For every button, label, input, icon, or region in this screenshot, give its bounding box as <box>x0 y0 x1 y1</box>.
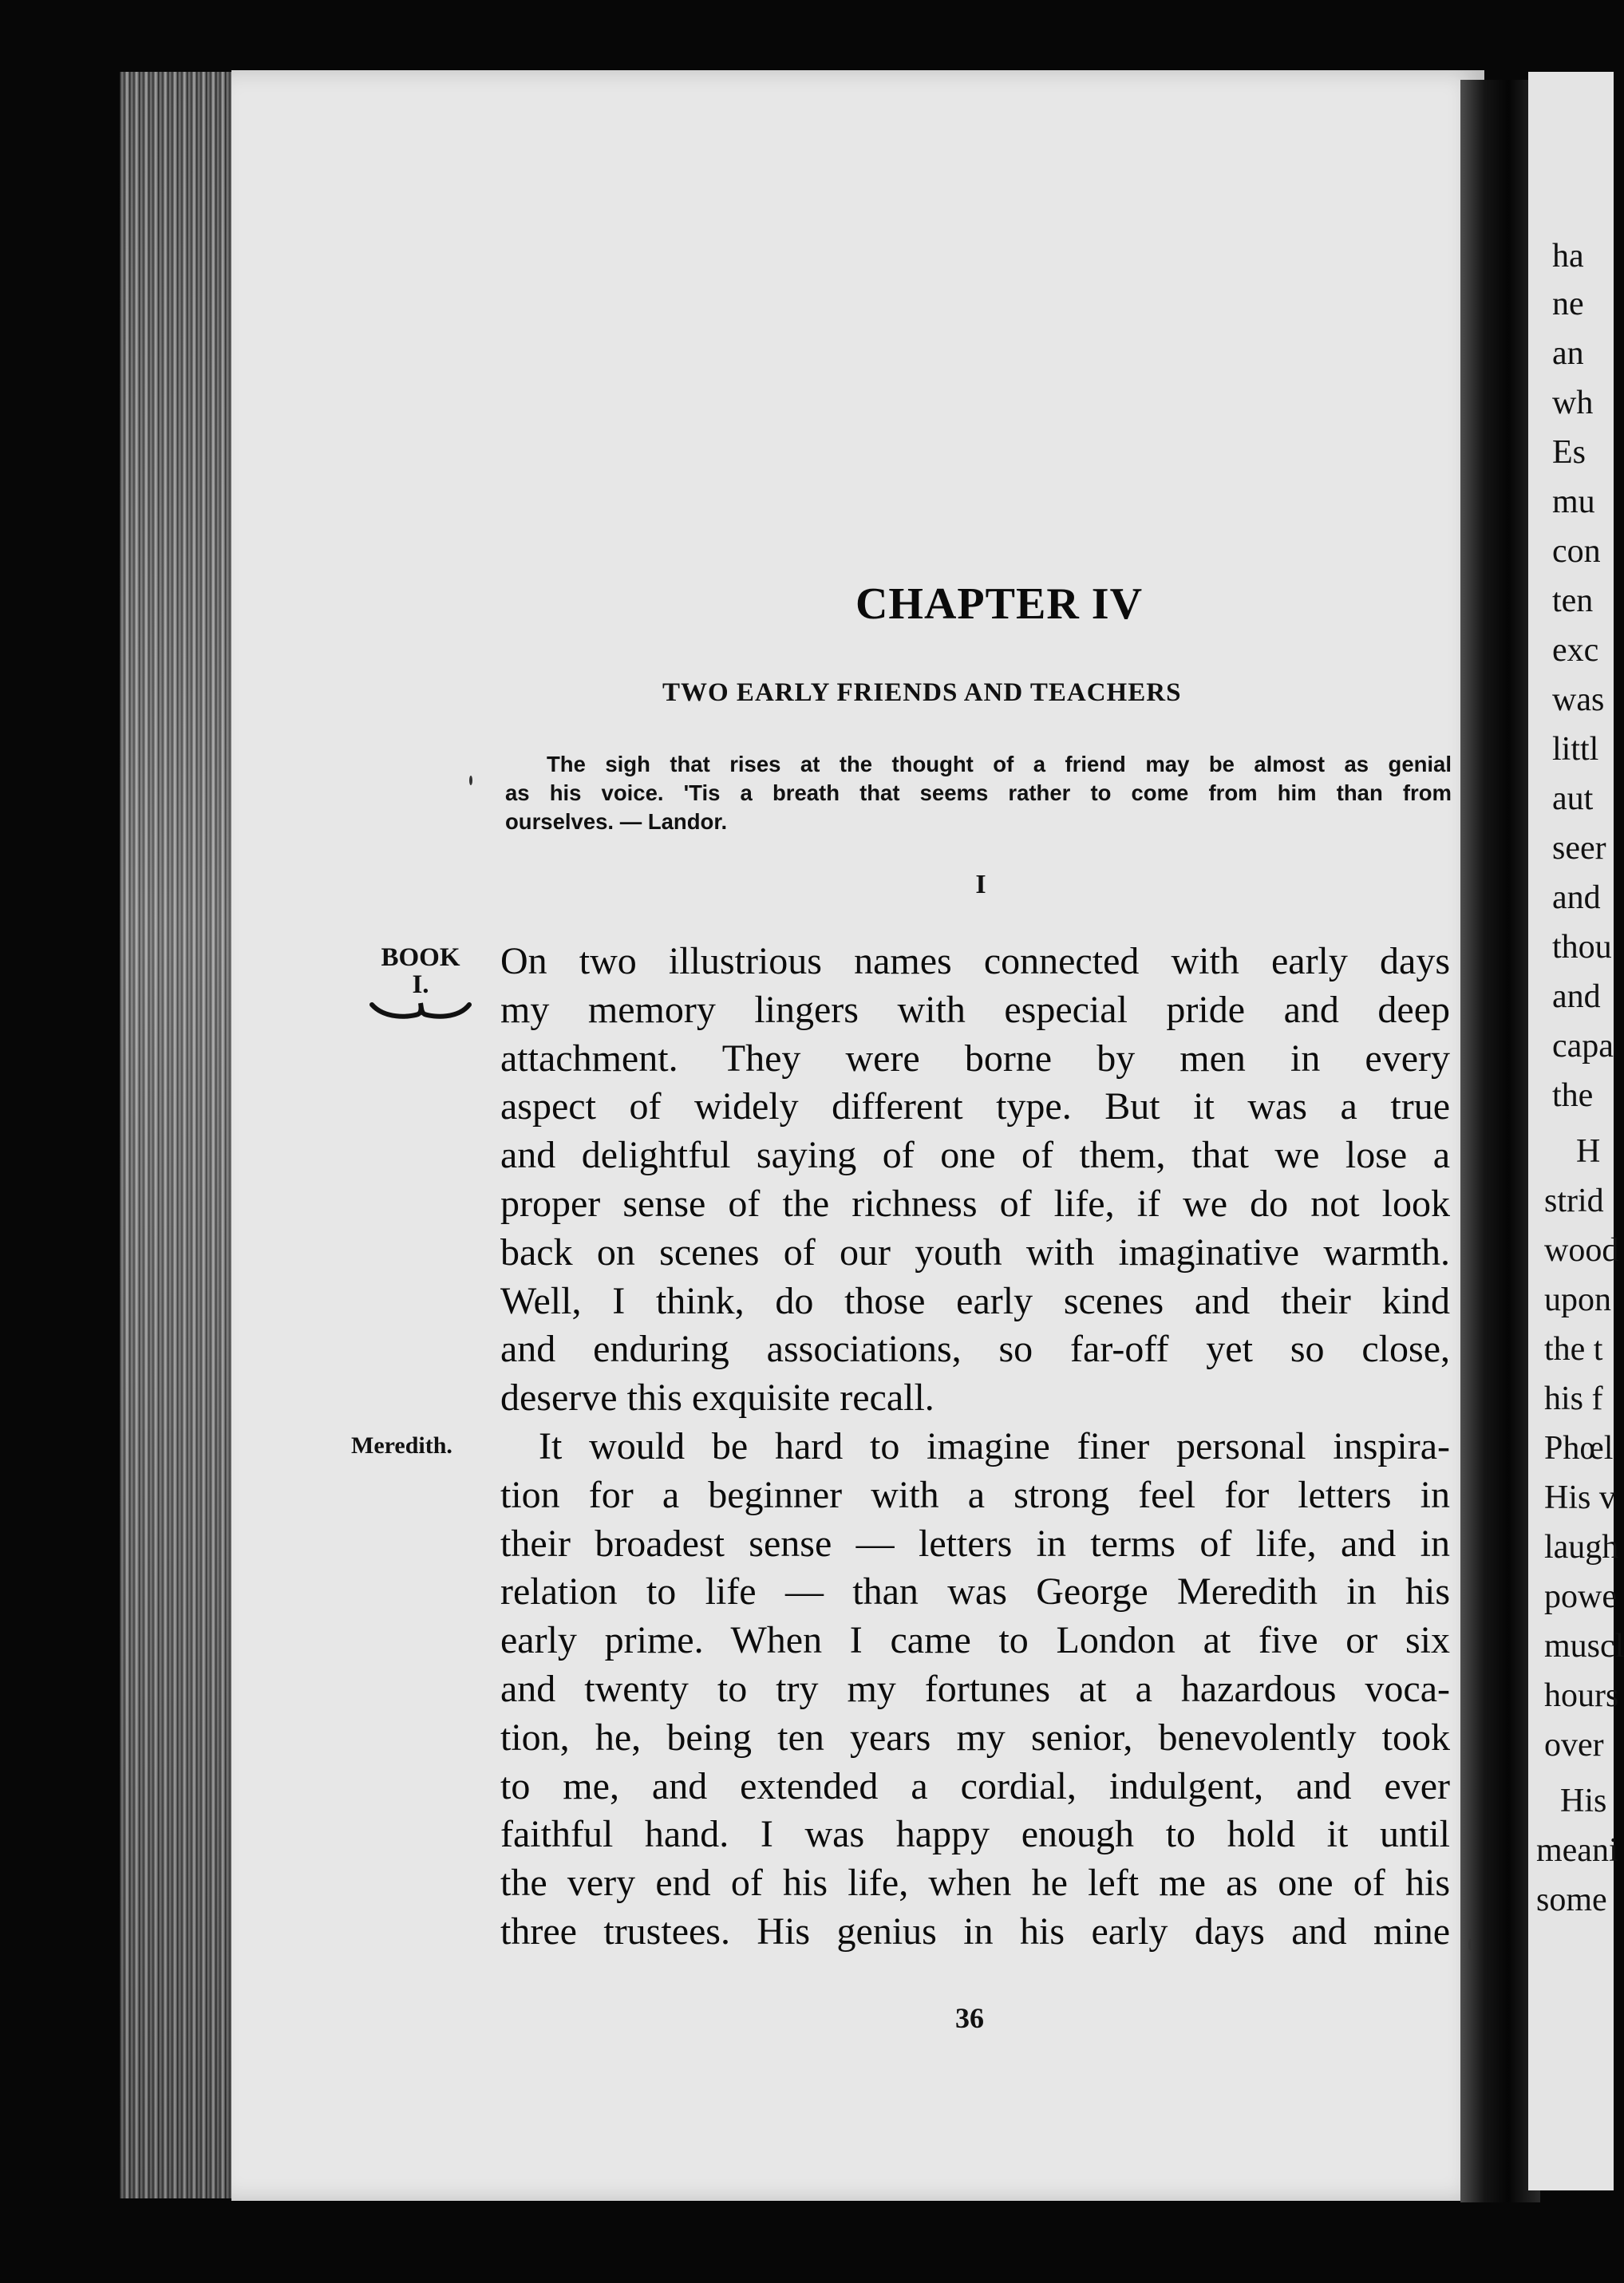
facing-page-line: laugh <box>1544 1529 1619 1566</box>
facing-page-line: the t <box>1544 1331 1603 1368</box>
epigraph <box>505 750 1452 836</box>
body-line-5: and delightful saying of one of them, that we lose a <box>500 1134 1450 1177</box>
facing-page-line: strid <box>1544 1183 1604 1219</box>
facing-page-line: aut <box>1552 780 1594 817</box>
facing-page-line: an <box>1552 335 1584 372</box>
facing-page-line: muscl <box>1544 1628 1624 1665</box>
body-line-9: and enduring associations, so far-off yet so close, <box>500 1328 1450 1371</box>
facing-page-line: upon <box>1544 1282 1611 1318</box>
facing-page-line: and <box>1552 879 1601 916</box>
body-line-14: relation to life — than was George Meredith in his <box>500 1570 1450 1614</box>
body-line-13: their broadest sense — letters in terms of life, and in <box>500 1522 1450 1565</box>
epigraph-line: ourselves. — Landor. <box>505 809 728 834</box>
margin-note-meredith: Meredith. <box>351 1432 452 1459</box>
facing-page-line: mu <box>1552 484 1595 520</box>
body-line-6: proper sense of the richness of life, if we do not look <box>500 1182 1450 1225</box>
body-line-1: On two illustrious names connected with early days <box>500 940 1450 982</box>
page-edge-shading <box>120 72 231 2198</box>
section-number: I <box>975 870 986 899</box>
dust-speck <box>1468 1939 1472 1950</box>
body-line-12: tion for a beginner with a strong feel for letters in <box>500 1473 1450 1516</box>
facing-page-line: and <box>1552 978 1601 1015</box>
facing-page-line: His <box>1560 1783 1607 1819</box>
body-line-18: to me, and extended a cordial, indulgent, and ever <box>500 1764 1450 1807</box>
facing-page-line: seer <box>1552 830 1606 867</box>
facing-page-line: con <box>1552 533 1601 570</box>
facing-page-line: thou <box>1552 929 1612 966</box>
page-number: 36 <box>955 2002 984 2034</box>
chapter-subtitle: TWO EARLY FRIENDS AND TEACHERS <box>662 678 1182 707</box>
body-line-15: early prime. When I came to London at five or six <box>500 1619 1450 1662</box>
facing-page-line: exc <box>1552 632 1599 669</box>
facing-page-line: His v <box>1544 1479 1616 1516</box>
facing-page-cropped <box>1528 72 1624 2190</box>
dust-speck <box>469 776 472 785</box>
body-line-4: aspect of widely different type. But it was a true <box>500 1085 1450 1128</box>
facing-page-line: his f <box>1544 1380 1603 1417</box>
epigraph-line: The sigh that rises at the thought of a friend may be almost as genial <box>547 752 1452 776</box>
facing-page-line: powe <box>1544 1578 1617 1615</box>
chapter-title: CHAPTER IV <box>855 579 1144 629</box>
body-line-19: faithful hand. I was happy enough to hold it until <box>500 1813 1450 1856</box>
facing-page-line: capa <box>1552 1028 1614 1064</box>
body-text <box>500 938 1450 1957</box>
facing-page-line: over <box>1544 1727 1604 1764</box>
facing-page-line: the <box>1552 1077 1594 1114</box>
facing-page-line: H <box>1576 1133 1601 1170</box>
margin-book-label <box>369 944 472 1024</box>
facing-page-line: hours <box>1544 1677 1619 1714</box>
epigraph-line: as his voice. 'Tis a breath that seems rather to come from him than from <box>505 780 1452 805</box>
facing-page-line: was <box>1552 681 1605 718</box>
facing-page-line: wh <box>1552 385 1594 421</box>
body-line-17: tion, he, being ten years my senior, benevolently took <box>500 1716 1450 1759</box>
body-line-16: and twenty to try my fortunes at a hazardous voca- <box>500 1667 1450 1710</box>
body-line-21: three trustees. His genius in his early days and mine <box>500 1910 1450 1953</box>
body-line-2: my memory lingers with especial pride and deep <box>500 988 1450 1031</box>
facing-page-line: littl <box>1552 731 1599 768</box>
facing-page-line: ne <box>1552 286 1584 322</box>
facing-page-line: ha <box>1552 238 1584 275</box>
margin-book-word: BOOK <box>381 943 460 972</box>
body-line-8: Well, I think, do those early scenes and their kind <box>500 1279 1450 1322</box>
body-line-20: the very end of his life, when he left me as one of his <box>500 1862 1450 1905</box>
facing-page-line: some <box>1536 1882 1607 1918</box>
margin-book-number: I. <box>412 970 429 999</box>
facing-page-line: Es <box>1552 434 1586 471</box>
body-line-10: deserve this exquisite recall. <box>500 1377 934 1420</box>
facing-page-line: ten <box>1552 583 1594 619</box>
facing-page-line: Phœl <box>1544 1430 1614 1467</box>
facing-page-line: wood <box>1544 1232 1619 1269</box>
curly-brace-icon <box>369 1000 472 1024</box>
body-line-11: It would be hard to imagine finer personal inspira- <box>539 1424 1450 1467</box>
body-line-7: back on scenes of our youth with imaginative warmth. <box>500 1230 1450 1274</box>
facing-page-line: meani <box>1536 1832 1618 1869</box>
body-line-3: attachment. They were borne by men in every <box>500 1037 1450 1080</box>
